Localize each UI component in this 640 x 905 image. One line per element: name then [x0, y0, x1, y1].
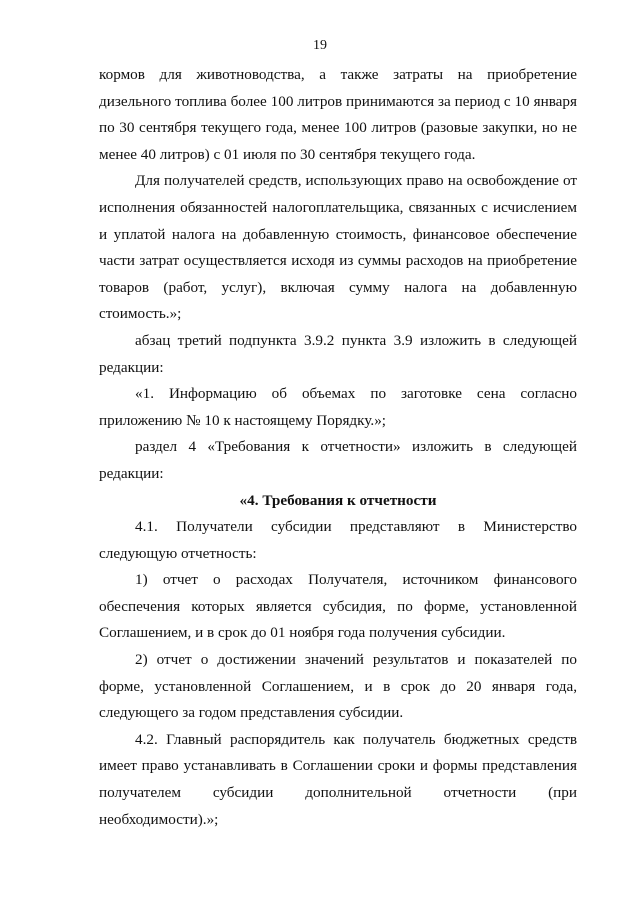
paragraph-vat-exemption: Для получателей средств, использующих право на освобождение от исполнения обязанностей налогоплательщика, связанных с исчислением и уплатой налога на добавленную стоимость, финансовое обеспечение части затрат осуществляется исходя из суммы расходов на приобретение товаров (работ, услуг), включая сумму налога на добавленную стоимость.»;	[99, 172, 577, 323]
paragraph-4-1: 4.1. Получатели субсидии представляют в Министерство следующую отчетность:	[99, 518, 577, 562]
document-body	[99, 62, 577, 833]
paragraph-continuation: кормов для животноводства, а также затраты на приобретение дизельного топлива более 100 литров принимаются за период с 10 января по 30 сентября текущего года, менее 100 литров (разовые закупки, но не менее 40 литров) с 01 июля по 30 сентября текущего года.	[99, 66, 577, 163]
paragraph-amendment-3-9-2: абзац третий подпункта 3.9.2 пункта 3.9 изложить в следующей редакции:	[99, 331, 577, 376]
paragraph-section-4-amendment: раздел 4 «Требования к отчетности» изложить в следующей редакции:	[99, 438, 577, 482]
paragraph-hay-information: «1. Информацию об объемах по заготовке сена согласно приложению № 10 к настоящему Порядку.»;	[99, 385, 577, 429]
page-number: 19	[313, 38, 327, 53]
section-heading: «4. Требования к отчетности	[239, 491, 437, 509]
paragraph-report-results: 2) отчет о достижении значений результатов и показателей по форме, установленной Соглашением, и в срок до 20 января года, следующего за годом представления субсидии.	[99, 651, 577, 722]
paragraph-4-2: 4.2. Главный распорядитель как получатель бюджетных средств имеет право устанавливать в Соглашении сроки и формы представления получателем субсидии дополнительной отчетности (при необходимости).»;	[99, 730, 577, 828]
paragraph-report-expenses: 1) отчет о расходах Получателя, источником финансового обеспечения которых является субсидия, по форме, установленной Соглашением, и в срок до 01 ноября года получения субсидии.	[99, 571, 577, 642]
